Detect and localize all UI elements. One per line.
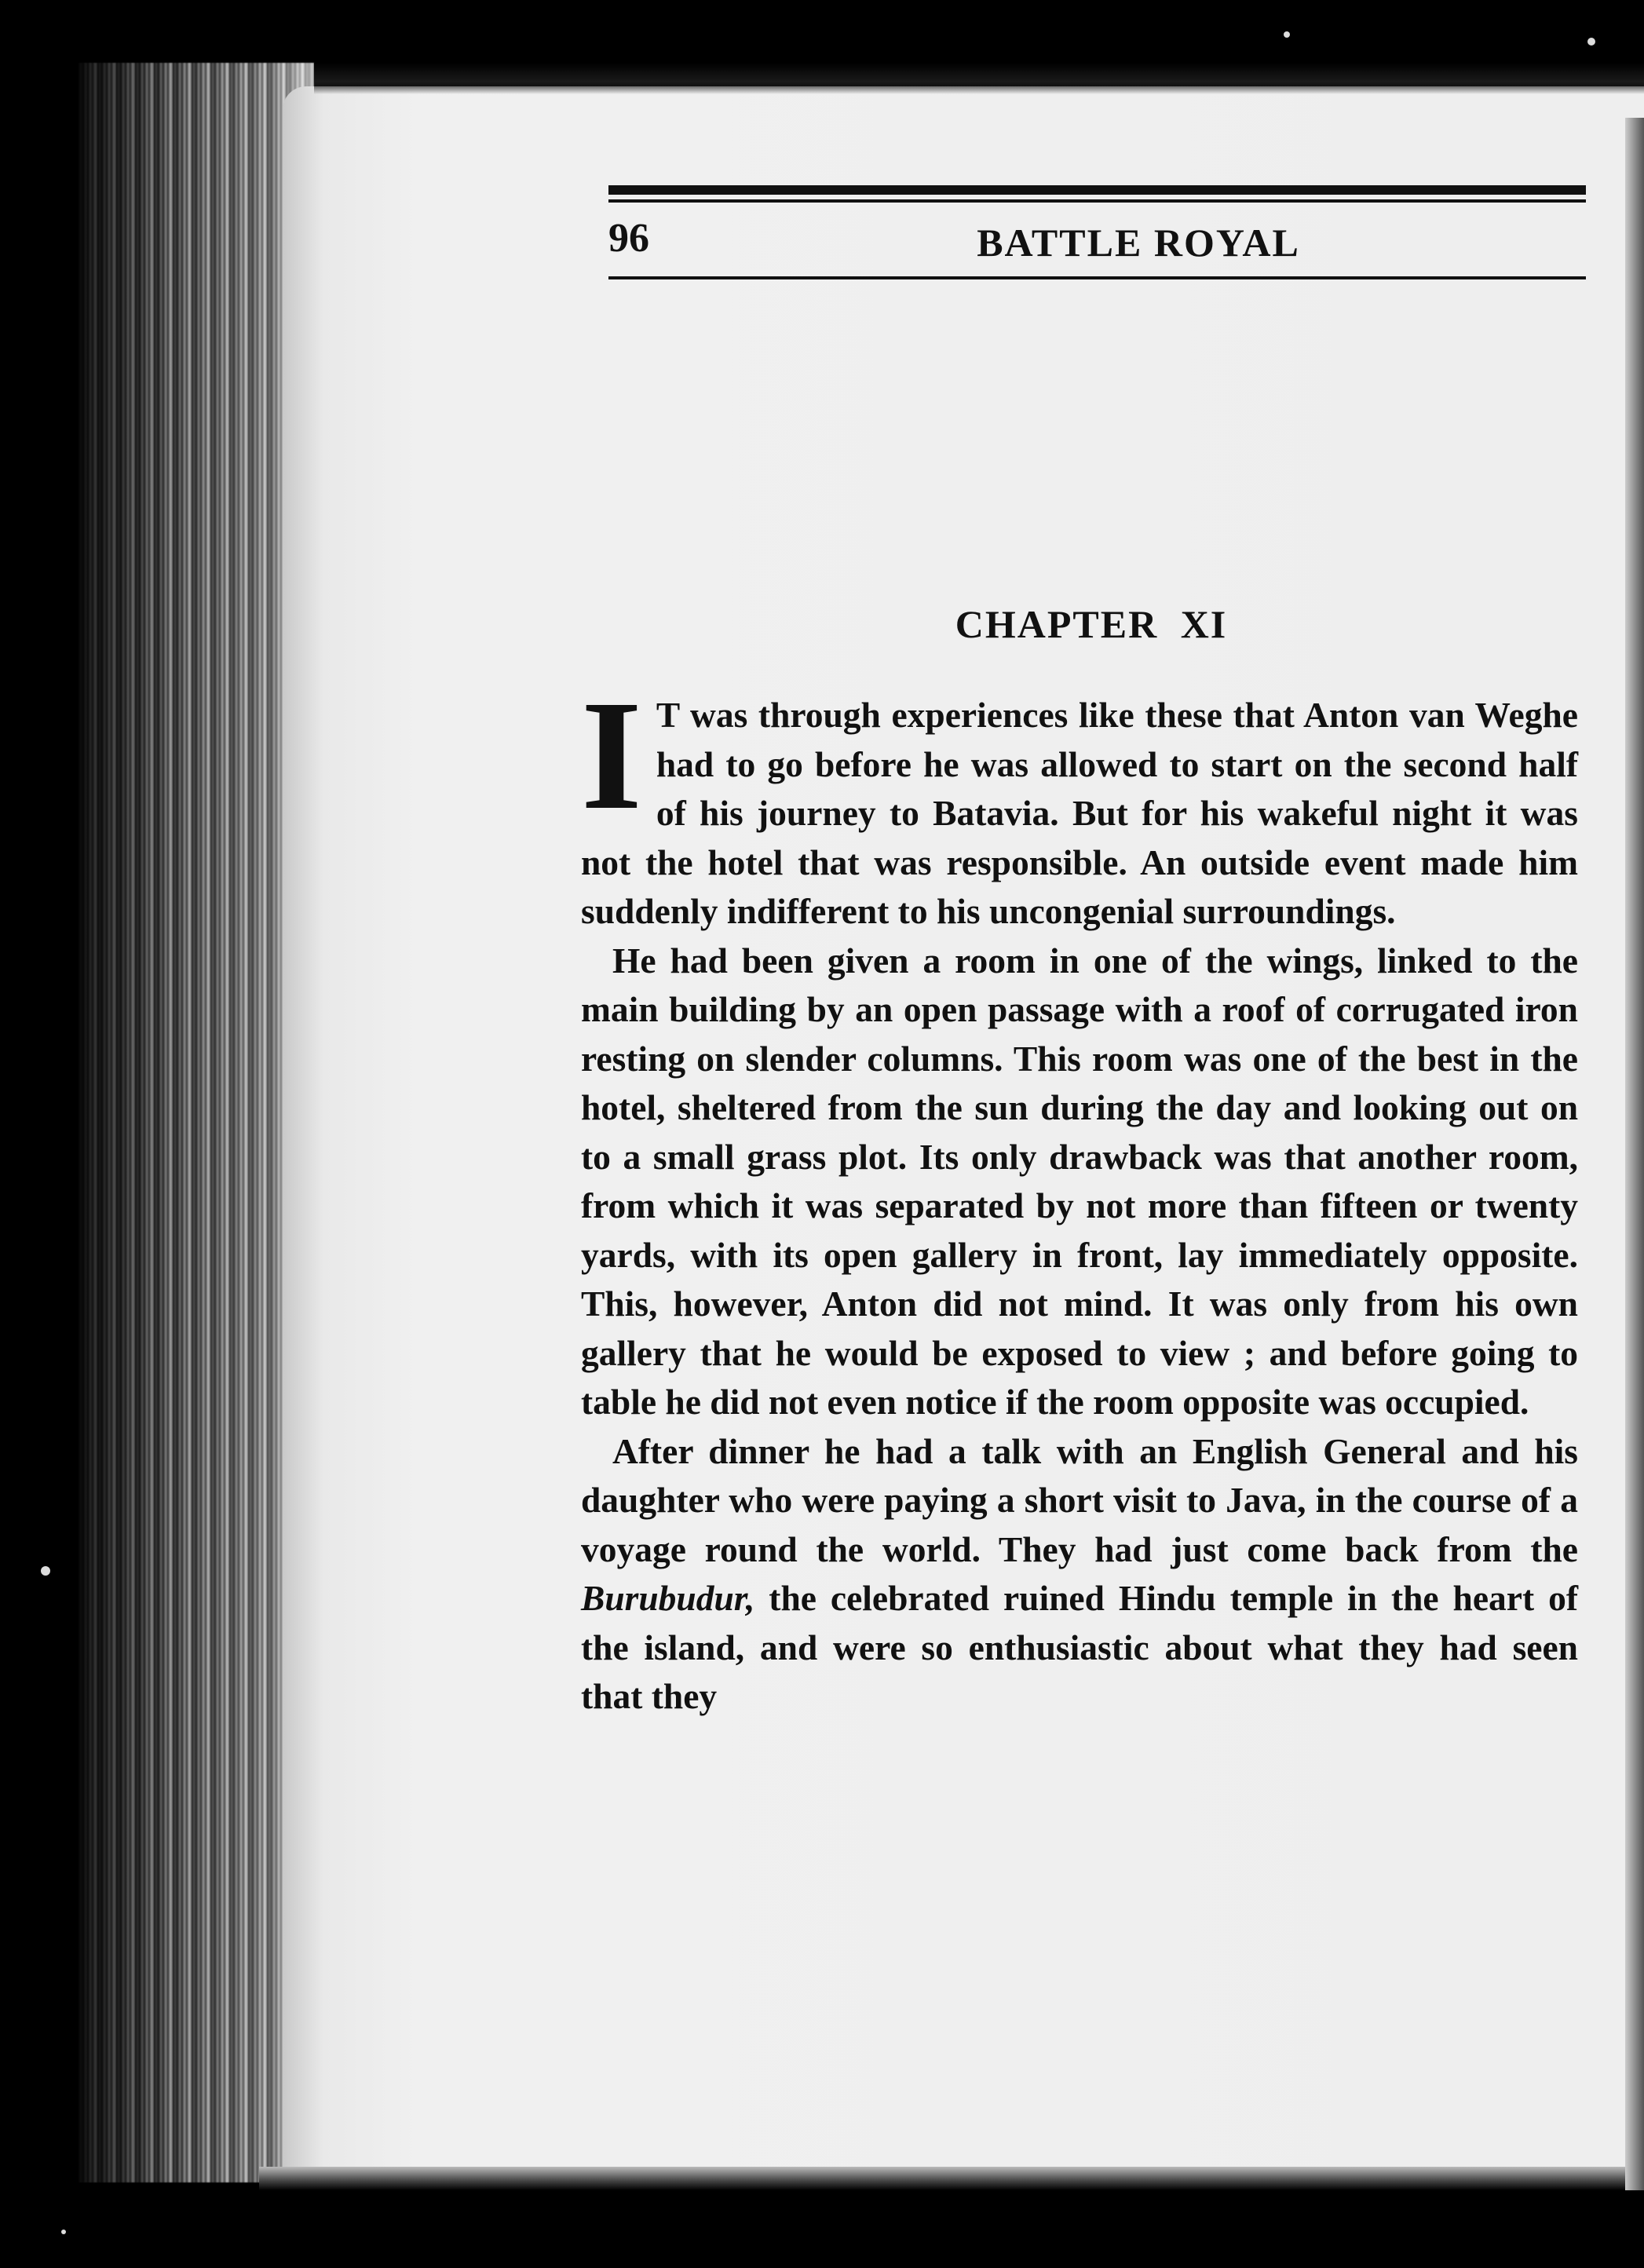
paragraph-3-italic-term: Burubudur, [581,1578,755,1618]
running-title: BATTLE ROYAL [977,221,1300,265]
chapter-heading: CHAPTER XI [955,602,1228,646]
header-rule-thin [608,199,1586,203]
header-underline-rule [608,276,1586,279]
paragraph-3-text-a: After dinner he had a talk with an English General and his daughter who were paying a short visit to Java, in the course of a voyage round the world. They had just come back from the [581,1430,1578,1569]
paragraph-3-text-b: the celebrated ruined Hindu temple in the heart of the island, and were so enthusiastic about what they had seen that they [581,1578,1578,1716]
scan-speck [1284,31,1290,38]
paragraph-3 [581,1427,1578,1722]
book-page-edges [79,63,314,2182]
scan-speck [41,1566,50,1576]
top-shadow [314,63,1644,94]
drop-cap: I [581,669,642,842]
header-rule-thick [608,185,1586,195]
paragraph-1-text: T was through experiences like these that Anton van Weghe had to go before he was allowed to start on the second half of his journey to Batavia. But for his wakeful night it was not the hotel that was responsible. An outside event made him suddenly indifferent to his uncongenial surroundings. [581,695,1578,931]
paragraph-1 [581,669,1578,937]
scan-speck [61,2230,66,2234]
bottom-page-edge [259,2167,1644,2190]
scan-speck [1587,38,1595,46]
page-number: 96 [608,216,649,261]
right-page-edge [1625,118,1644,2190]
body-text [581,669,1578,1722]
paragraph-2: He had been given a room in one of the wings, linked to the main building by an open passage with a roof of corrugated iron resting on slender columns. This room was one of the best in the hotel, sheltered from the sun during the day and looking out on to a small grass plot. Its only drawback was that another room, from which it was separated by not more than fifteen or twenty yards, with its open gallery in front, lay immediately opposite. This, however, Anton did not mind. It was only from his own gallery that he would be exposed to view ; and before going to table he did not even notice if the room opposite was occupied. [581,940,1578,1422]
